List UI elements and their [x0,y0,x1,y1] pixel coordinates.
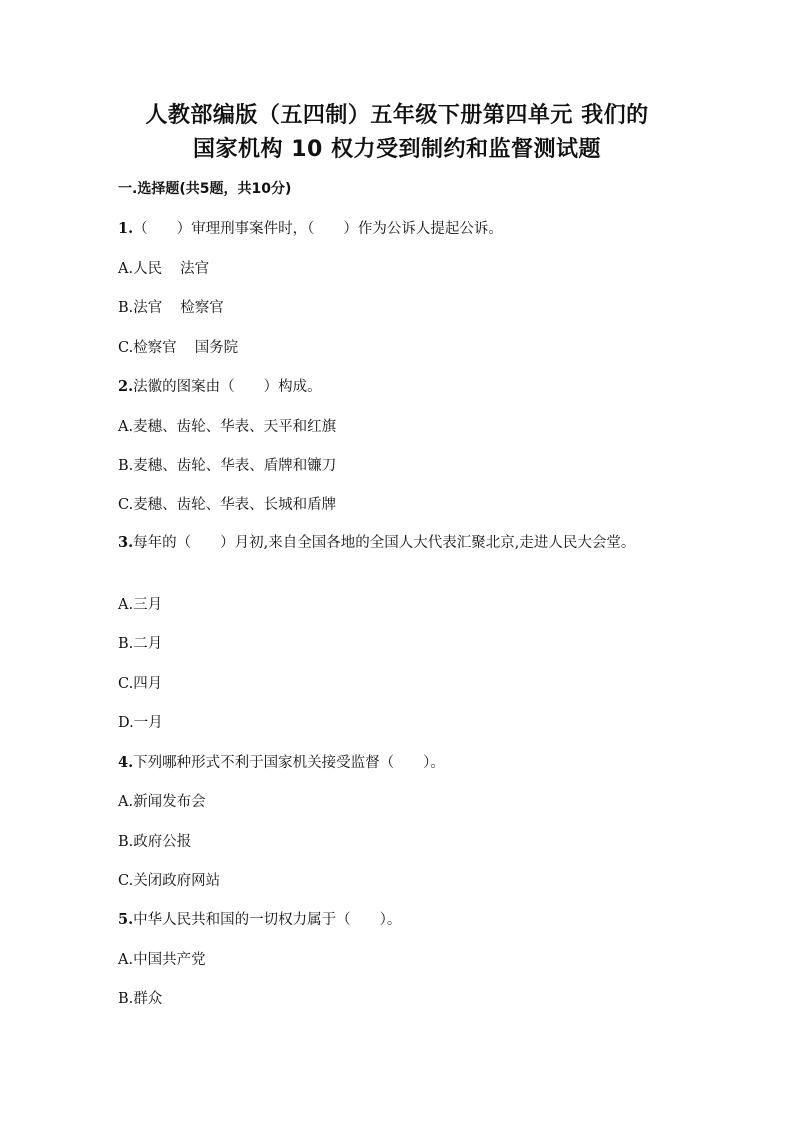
option-letter: C. [118,676,134,692]
question-1 [118,217,503,238]
question-4-option-a [118,790,206,811]
question-5-option-b [118,987,162,1008]
question-3-option-d [118,711,163,732]
question-number: 5. [118,911,134,928]
option-text: 麦穗、齿轮、华表、天平和红旗 [133,419,337,435]
option-letter: C. [118,873,134,889]
question-3-option-a [118,593,162,614]
question-stem: 每年的（ ）月初,来自全国各地的全国人大代表汇聚北京,走进人民大会堂。 [133,535,636,551]
option-text-part: 法官 [133,300,163,316]
option-text-part: 检察官 [133,340,177,356]
option-text: 中国共产党 [133,952,206,968]
question-stem: 下列哪种形式不利于国家机关接受监督（ ）。 [133,755,445,771]
question-stem: 法徽的图案由（ ）构成。 [133,379,322,395]
question-1-option-c [118,336,238,357]
option-letter: A. [118,794,134,810]
option-text: 关闭政府网站 [133,873,221,889]
question-5 [118,908,401,929]
option-text: 一月 [133,715,163,731]
option-letter: A. [118,261,134,277]
question-5-option-a [118,948,206,969]
question-stem: （ ）审理刑事案件时，（ ）作为公诉人提起公诉。 [133,221,503,237]
question-4-option-b [118,830,191,851]
question-2-option-b [118,454,336,475]
option-text: 四月 [133,676,163,692]
option-letter: A. [118,952,134,968]
option-text: 二月 [133,636,163,652]
question-1-option-b [118,296,224,317]
option-text: 群众 [133,991,163,1007]
question-2-option-c [118,493,336,514]
option-letter: A. [118,419,134,435]
question-2-option-a [118,415,336,436]
document-title-line-1: 人教部编版（五四制）五年级下册第四单元 我们的 [145,103,649,128]
option-letter: B. [118,300,134,316]
question-1-option-a [118,257,209,278]
question-stem: 中华人民共和国的一切权力属于（ ）。 [133,912,402,928]
question-number: 2. [118,378,134,395]
question-number: 3. [118,534,134,551]
option-text: 麦穗、齿轮、华表、盾牌和镰刀 [133,458,337,474]
question-3 [118,532,678,554]
option-letter: D. [118,715,134,731]
option-text-part: 法官 [180,261,210,277]
option-text: 麦穗、齿轮、华表、长城和盾牌 [133,497,337,513]
option-letter: A. [118,597,134,613]
option-letter: C. [118,497,134,513]
question-3-option-b [118,632,162,653]
option-letter: B. [118,458,134,474]
option-text-part: 国务院 [194,340,239,356]
question-number: 4. [118,754,134,771]
option-letter: B. [118,834,134,850]
section-heading: 一.选择题(共5题，共10分) [118,181,292,197]
question-4 [118,751,445,772]
question-4-option-c [118,869,220,890]
question-2 [118,375,322,396]
option-text: 新闻发布会 [133,794,206,810]
option-text: 政府公报 [133,834,192,850]
option-letter: C. [118,340,134,356]
option-text-part: 人民 [133,261,163,277]
question-number: 1. [118,220,134,237]
question-3-option-c [118,672,162,693]
option-letter: B. [118,636,134,652]
option-text: 三月 [133,597,163,613]
option-text-part: 检察官 [180,300,224,316]
document-title-line-2: 国家机构 10 权力受到制约和监督测试题 [193,137,601,162]
option-letter: B. [118,991,134,1007]
